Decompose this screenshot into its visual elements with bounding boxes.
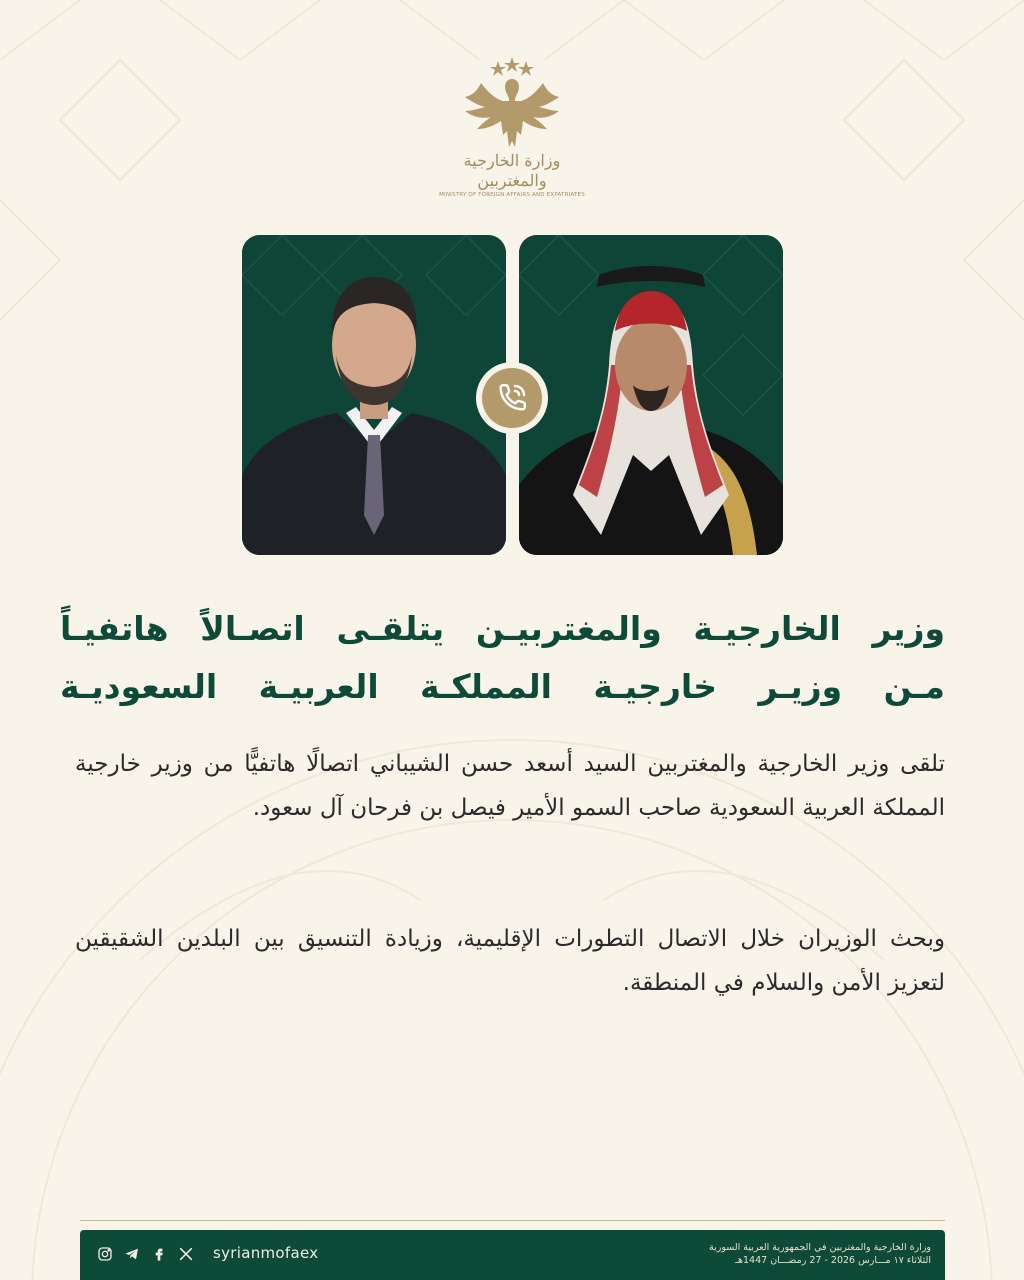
saudi-minister-photo — [519, 235, 783, 555]
headline-line-2: مـن وزيـر خارجيـة المملكـة العربيـة السعوديـة — [60, 667, 945, 706]
headline — [60, 600, 945, 716]
social-handle[interactable]: syrianmofaex — [213, 1244, 319, 1262]
footer-ministry-line: وزارة الخارجية والمغتربين في الجمهورية العربية السورية — [709, 1242, 931, 1253]
footer-bar — [80, 1230, 945, 1280]
call-badge — [476, 362, 548, 434]
instagram-icon[interactable] — [96, 1245, 114, 1263]
syrian-minister-photo — [242, 235, 506, 555]
social-links — [96, 1245, 195, 1263]
headline-line-1: وزير الخارجيـة والمغتربيـن يتلقـى اتصـالاً هاتفيـاً — [60, 609, 945, 648]
body-paragraph-2: وبحث الوزيران خلال الاتصال التطورات الإقليمية، وزيادة التنسيق بين البلدين الشقيقين لتعزيز الأمن والسلام في المنطقة. — [75, 926, 945, 996]
x-icon[interactable] — [177, 1245, 195, 1263]
body-paragraph-1: تلقى وزير الخارجية والمغتربين السيد أسعد حسن الشيباني اتصالًا هاتفيًّا من وزير خارجية المملكة العربية السعودية صاحب السمو الأمير فيصل بن فرحان آل سعود. — [75, 751, 945, 821]
eagle-emblem-icon — [447, 55, 577, 155]
ministry-logo — [432, 55, 592, 198]
facebook-icon[interactable] — [150, 1245, 168, 1263]
telegram-icon[interactable] — [123, 1245, 141, 1263]
footer-divider — [80, 1220, 945, 1221]
footer-info — [709, 1241, 931, 1267]
ministry-name-en: MINISTRY OF FOREIGN AFFAIRS AND EXPATRIATES — [439, 192, 585, 198]
footer-date-line: الثلاثاء ١٧ مـــارس 2026 - 27 رمضـــان 1447هـ — [735, 1255, 931, 1266]
phone-call-icon — [495, 381, 529, 415]
ministry-name-ar: وزارة الخارجية والمغتربين — [463, 151, 561, 190]
